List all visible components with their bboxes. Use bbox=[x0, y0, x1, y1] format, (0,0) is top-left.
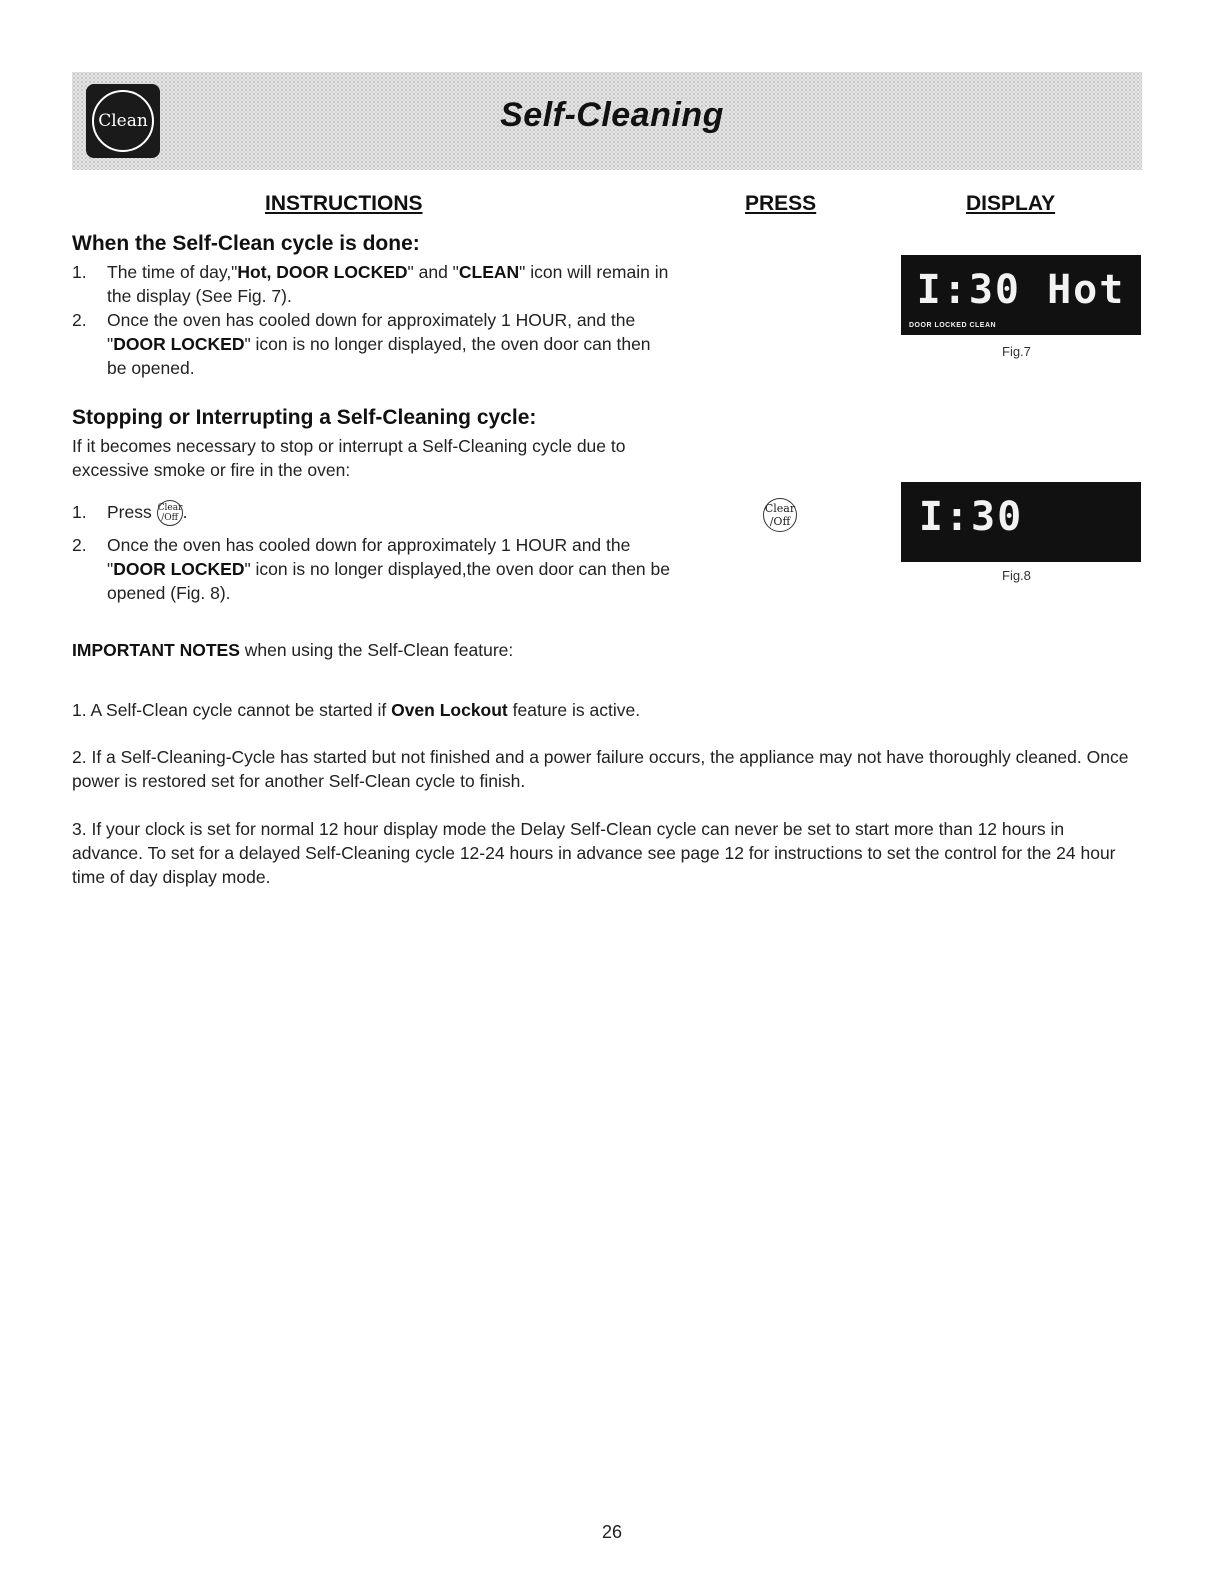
fig7-indicator-icons: DOOR LOCKED CLEAN bbox=[909, 322, 997, 329]
fig8-display-readout: I:30 bbox=[918, 494, 1024, 540]
fig7-display-panel bbox=[901, 255, 1141, 335]
press-clear-off-key bbox=[763, 498, 797, 532]
page-title: Self-Cleaning bbox=[500, 96, 724, 134]
clean-badge-label: Clean bbox=[92, 90, 154, 152]
section-title-clean-done: When the Self-Clean cycle is done: bbox=[72, 232, 420, 255]
fig7-caption: Fig.7 bbox=[1002, 344, 1031, 359]
fig7-display-readout: I:30 Hot bbox=[916, 267, 1126, 313]
clear-off-key-icon: Clear /Off bbox=[763, 498, 797, 532]
column-heading-display: DISPLAY bbox=[966, 192, 1056, 215]
fig8-caption: Fig.8 bbox=[1002, 568, 1031, 583]
list-item: 2. Once the oven has cooled down for approximately 1 HOUR and the "DOOR LOCKED" icon is no longer displayed,the oven door can then be opened (Fig. 8). bbox=[72, 535, 670, 603]
note-1: 1. A Self-Clean cycle cannot be started if Oven Lockout feature is active. bbox=[72, 700, 641, 720]
section2-intro: If it becomes necessary to stop or interrupt a Self-Cleaning cycle due to excessive smoke or fire in the oven: bbox=[72, 436, 626, 480]
list-item: 2. Once the oven has cooled down for approximately 1 HOUR, and the "DOOR LOCKED" icon is no longer displayed, the oven door can then be opened. bbox=[72, 310, 651, 378]
note-3: 3. If your clock is set for normal 12 hour display mode the Delay Self-Clean cycle can never be set to start more than 12 hours in advance. To set for a delayed Self-Cleaning cycle 12-24 hours in advance see page 12 for instructions to set the control for the 24 hour time of day display mode. bbox=[72, 819, 1116, 887]
clear-off-key-icon: Clear /Off bbox=[157, 500, 183, 526]
note-2: 2. If a Self-Cleaning-Cycle has started but not finished and a power failure occurs, the appliance may not have thoroughly cleaned. Once power is restored set for another Self-Clean cycle to finish. bbox=[72, 747, 1129, 791]
page-number: 26 bbox=[601, 1522, 623, 1542]
list-item: 1. Press Clear /Off . bbox=[72, 500, 672, 526]
list-item: 1. The time of day,"Hot, DOOR LOCKED" and "CLEAN" icon will remain in the display (See Fig. 7). bbox=[72, 262, 669, 306]
column-heading-instructions: INSTRUCTIONS bbox=[265, 192, 423, 215]
column-heading-press: PRESS bbox=[745, 192, 817, 215]
section-title-stopping: Stopping or Interrupting a Self-Cleaning cycle: bbox=[72, 406, 537, 429]
important-notes-heading: IMPORTANT NOTES when using the Self-Clean feature: bbox=[72, 640, 514, 660]
fig8-display-panel bbox=[901, 482, 1141, 562]
